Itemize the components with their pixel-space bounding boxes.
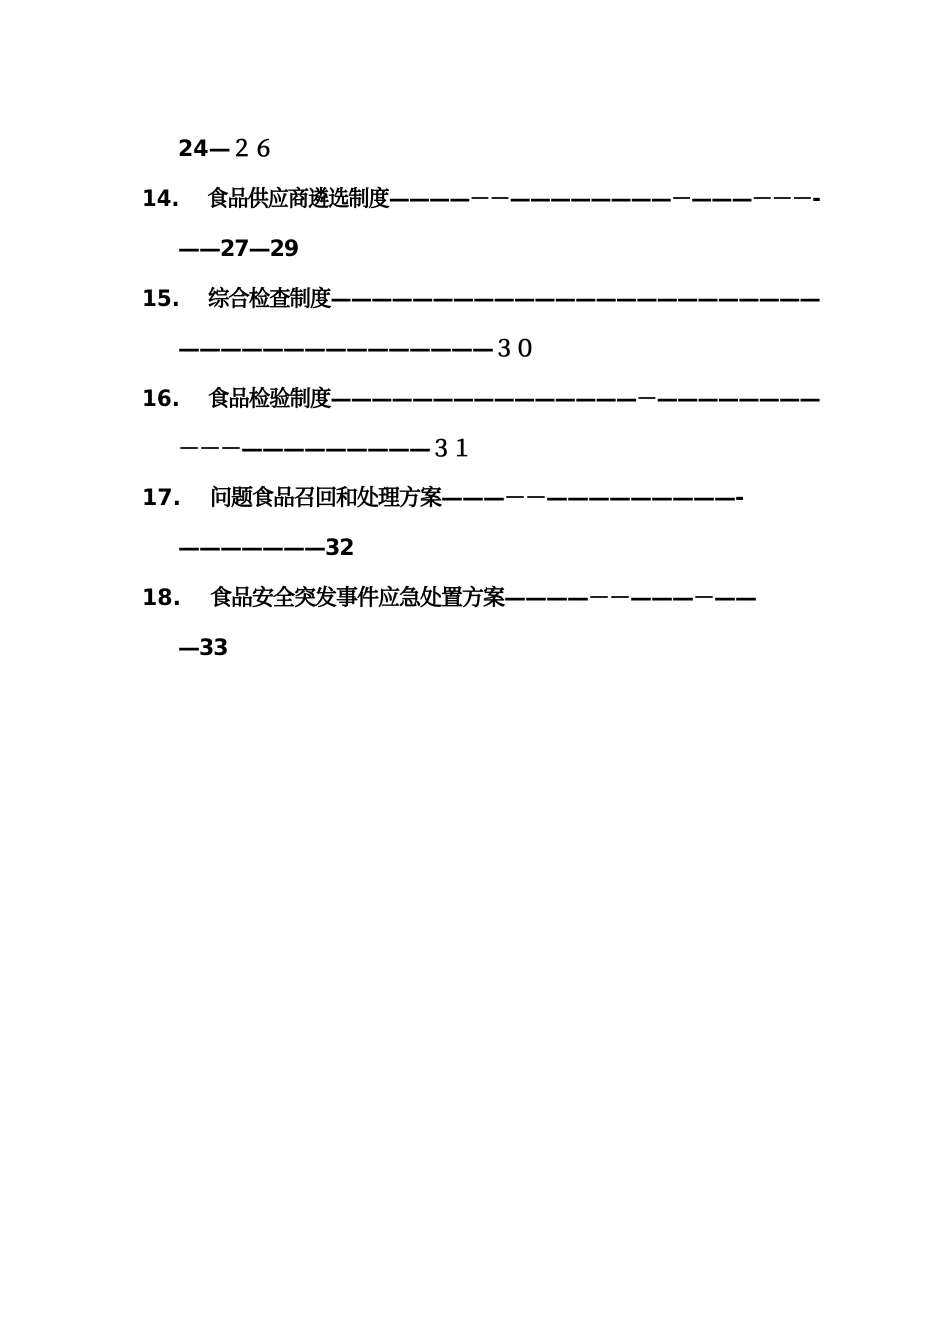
toc-entry-title: 综合检查制度———————————————————————— [208,287,820,312]
toc-entry-number: 17. [142,486,181,511]
toc-entry-number: 15. [142,287,180,312]
toc-entry-14 [142,185,820,215]
toc-continuation-line: 24—２６ [178,137,275,162]
toc-entry-18 [142,584,756,614]
toc-entry-title: 食品供应商遴选制度————－－————————－———－－－- [207,187,820,212]
toc-entry-15-page: ———————————————３０ [178,337,536,362]
toc-entry-title: 问题食品召回和处理方案———－－—————————- [210,486,744,511]
toc-entry-number: 14. [142,187,180,212]
toc-entry-number: 16. [142,387,180,412]
toc-entry-title: 食品安全突发事件应急处置方案————－－———－—— [210,586,757,611]
toc-entry-17 [142,484,743,514]
toc-entry-title: 食品检验制度———————————————－———————— [208,387,820,412]
toc-entry-16-page: －－－—————————３１ [178,437,473,462]
toc-entry-number: 18. [142,586,181,611]
toc-entry-16 [142,385,820,415]
toc-entry-14-page: ——27—29 [178,237,299,262]
toc-entry-17-page: ———————32 [178,536,354,561]
toc-entry-15 [142,285,820,315]
toc-entry-18-page: —33 [178,636,228,661]
